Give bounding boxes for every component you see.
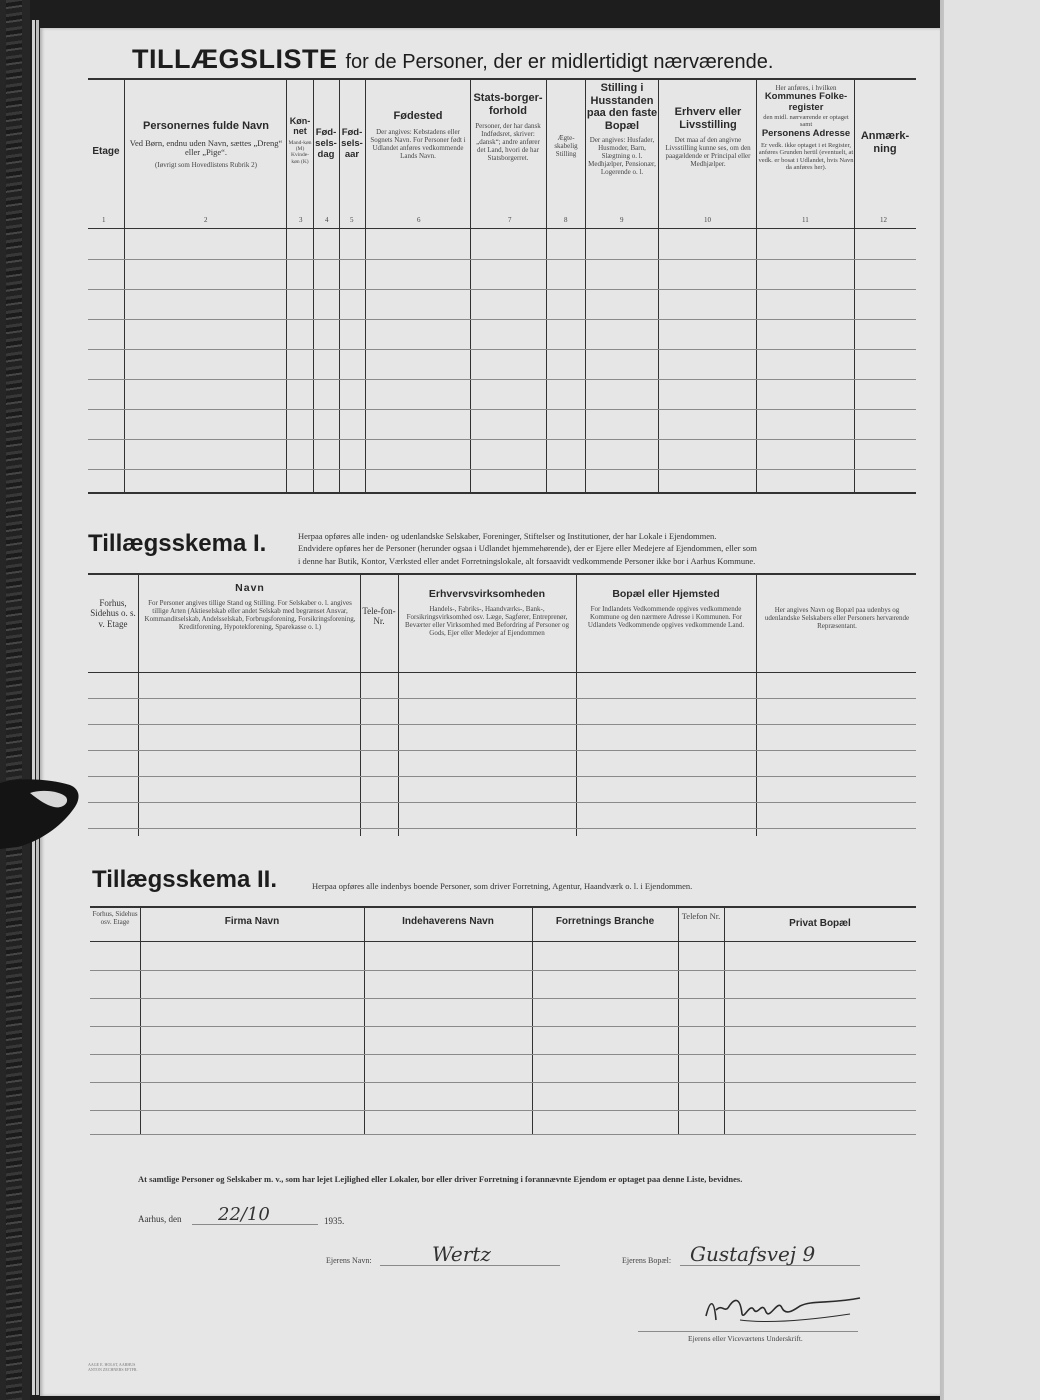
col-name: Personernes fulde Navn Ved Børn, endnu uden Navn, sættes „Dreng“ eller „Pige“. (Iøvrigt som Hovedlistens Rubrik 2) xyxy=(129,120,283,170)
s1-col-bopael: Bopæl eller Hjemsted For Indlandets Vedkommende opgives vedkommende Kommune og den nærmere Adresse i Kommunen. For Udlandets Vedkommende opgives vedkommende Land. xyxy=(587,588,745,630)
owner-name-label: Ejerens Navn: xyxy=(326,1256,372,1265)
column-rule xyxy=(360,575,361,836)
s2-col-etage: Forhus, Sidehus osv. Etage xyxy=(92,910,138,927)
s1-col-representant: Her angives Navn og Bopæl paa udenbys og udenlandske Selskabers eller Personers herværende Repræsentant. xyxy=(764,606,910,631)
facing-page xyxy=(944,0,1040,1400)
row-rule xyxy=(88,469,916,470)
s1-col-telefon: Tele-fon-Nr. xyxy=(362,606,396,627)
owner-address-handwritten: Gustafsvej 9 xyxy=(690,1242,816,1266)
row-rule xyxy=(88,379,916,380)
column-rule xyxy=(678,908,679,1134)
printer-imprint: AAGE E. HOLST, AARHUS ANTON ZECHNERS EFTFR. xyxy=(88,1362,138,1373)
form-page: TILLÆGSLISTE for de Personer, der er midlertidigt nærværende. Etage Personernes fulde Navn Ved Børn, endnu uden Navn, sættes „Dreng“ eller „Pige“. (Iøvrigt som Hovedlistens Rubrik 2) Køn-net Mand-køn (M) Kvinde-køn (K) Fød-sels-dag Fød-sels-aar Fødested Der angives: Kebstadens eller Sognets Navn. For Personer født i Udlandet anføres vedkommende Lands Navn. Stats-borger-forhold Personer, der har dansk Indfødsret, skriver: „dansk“; andre anfører det Land, hvori de har Statsborgerret. Ægte-skabelig Stilling Stilling i Husstanden paa den faste Bopæl Der angives: Husfader, Husmoder, Barn, Slægtning o. l. Medhjælper, Pensionær, Logerende o. l. Erhverv eller Livsstilling Det maa af den angivne Livsstilling kunne ses, om den paagældende er Principal eller Medhjælper. Her anføres, i hvilken Kommunes Folke-register den midl. nærværende er optaget samt Personens Adresse Er vedk. ikke optaget i et Register, anføres Grunden hertil (eventuelt, at vedk. er bosat i Udlandet, hvis Navn da anføres her). Anmærk-ning 1 2 3 4 5 6 7 8 9 10 11 12 Tillægsskema I. Herpaa opføres alle inden- og udenlandske Selskaber, Foreninger, Stiftelser og Institutioner, der har Lokale i Ejendommen. Endvidere opføres her de Personer (herunder ogsaa i Udlandet hjemmehørende), der er Ejere eller Medejere af Ejendommen, eller som i denne har Butik, Kontor, Værksted eller andet Forretningslokale, alt forsaavidt vedkommende Personer ikke bor i Aarhus Kommune. Forhus, Sidehus o. s. v. Etage Navn For Personer angives tillige Stand og Stilling. For Selskaber o. l. angives tillige Arten (Aktieselskab eller andet Selskab med begrænset Ansvar, Kommanditselskab, Andelsselskab, Forbrugsforening, Forsikringsforening, Kreditforening, Hypotekforening, Sparekasse o. l.) Tele-fon-Nr. Erhvervsvirksomheden Handels-, Fabriks-, Haandværks-, Bank-, Forsikringsvirksomhed osv. Læge, Sagfører, Entreprenør, Beværter eller Virksomhed med Befordring af Personer og Gods, Ejer eller Medejer af Ejendommen Bopæl eller Hjemsted For Indlandets Vedkommende opgives vedkommende Kommune og den nærmere Adresse i Kommunen. For Udlandets Vedkommende opgives vedkommende Land. Her angives Navn og Bopæl paa udenbys og udenlandske Selskabers eller Personers herværende Repræsentant. Tillægsskema II. Herpaa opføres alle indenbys boende Personer, som driver Forretning, Agentur, Haandværk o. l. i Ejendommen. Forhus, Sidehus osv. Etage Firma Navn Indehaverens Navn Forretnings Branche Telefon Nr. Privat Bopæl At samtlige Personer og Selskaber m. v., som har lejet Lejlighed eller Lokaler, bor eller driver Forretning i forannævnte Ejendom er optaget paa denne Liste, bevidnes. Aarhus, den 22/10 1935. Ejerens Navn: Wertz Ejerens Bopæl: Gustafsvej 9 Ejerens eller Viceværtens Underskrift. AAGE E. HOLST, AARHUS ANTON ZECHNERS EFTFR. xyxy=(40,28,940,1396)
column-rule xyxy=(756,575,757,836)
row-rule xyxy=(88,776,916,777)
column-rule xyxy=(532,908,533,1134)
row-rule xyxy=(88,802,916,803)
row-rule xyxy=(88,409,916,410)
column-rule xyxy=(124,80,125,492)
row-rule xyxy=(90,1082,916,1083)
column-rule xyxy=(658,80,659,492)
owner-name-handwritten: Wertz xyxy=(432,1242,491,1266)
column-rule xyxy=(470,80,471,492)
title-rest: for de Personer, der er midlertidigt nærværende. xyxy=(345,51,774,73)
column-rule xyxy=(576,575,577,836)
col-etage: Etage xyxy=(92,146,120,157)
s2-col-indehaver: Indehaverens Navn xyxy=(402,916,494,927)
col-household: Stilling i Husstanden paa den faste Bopæl Der angives: Husfader, Husmoder, Barn, Slægtning o. l. Medhjælper, Pensionær, Logerende o. l. xyxy=(586,82,658,176)
row-rule xyxy=(90,1110,916,1111)
col-citizenship: Stats-borger-forhold Personer, der har dansk Indfødsret, skriver: „dansk“; andre anfører det Land, hvori de har Statsborgerret. xyxy=(473,92,543,163)
column-rule xyxy=(365,80,366,492)
skema2-intro: Herpaa opføres alle indenbys boende Personer, som driver Forretning, Agentur, Haandværk o. l. i Ejendommen. xyxy=(312,881,693,891)
col-register: Her anføres, i hvilken Kommunes Folke-register den midl. nærværende er optaget samt Personens Adresse Er vedk. ikke optaget i et Register, anføres Grunden hertil (eventuelt, at vedk. er bosat i Udlandet, hvis Navn da anføres her). xyxy=(758,84,854,172)
column-rule xyxy=(140,908,141,1134)
column-rule xyxy=(364,908,365,1134)
skema1-intro: Herpaa opføres alle inden- og udenlandske Selskaber, Foreninger, Stiftelser og Institutioner, der har Lokale i Ejendommen. Endvidere opføres her de Personer (herunder ogsaa i Udlandet hjemmehørende), der er Ejere eller Medejere af Ejendommen, eller som i denne har Butik, Kontor, Værksted eller andet Forretningslokale, alt forsaavidt vedkommende Personer ikke bor i Aarhus Kommune. xyxy=(298,531,757,566)
s2-col-telefon: Telefon Nr. xyxy=(681,911,721,921)
row-rule xyxy=(90,1054,916,1055)
col-gender: Køn-net Mand-køn (M) Kvinde-køn (K) xyxy=(288,116,312,165)
column-rule xyxy=(724,908,725,1134)
row-rule xyxy=(88,439,916,440)
row-rule xyxy=(88,349,916,350)
s1-col-navn: Navn For Personer angives tillige Stand og Stilling. For Selskaber o. l. angives tillige Arten (Aktieselskab eller andet Selskab med begrænset Ansvar, Kommanditselskab, Andelsselskab, Forbrugsforening, Forsikringsforening, Kreditforening, Hypotekforening, Sparekasse o. l.) xyxy=(144,582,356,632)
row-rule xyxy=(90,998,916,999)
row-rule xyxy=(88,698,916,699)
col-remark: Anmærk-ning xyxy=(860,130,910,155)
col-occupation: Erhverv eller Livsstilling Det maa af den angivne Livsstilling kunne ses, om den paagældende er Principal eller Medhjælper. xyxy=(665,106,751,169)
date-handwritten: 22/10 xyxy=(218,1204,270,1225)
page-edge xyxy=(32,20,35,1395)
col-birthplace: Fødested Der angives: Kebstadens eller Sognets Navn. For Personer født i Udlandet anføres vedkommende Lands Navn. xyxy=(370,110,466,160)
row-rule xyxy=(88,828,916,829)
column-rule xyxy=(138,575,139,836)
row-rule xyxy=(90,1026,916,1027)
owner-address-label: Ejerens Bopæl: xyxy=(622,1256,672,1265)
skema2-title: Tillægsskema II. xyxy=(92,866,277,893)
title-main: TILLÆGSLISTE xyxy=(132,44,338,74)
row-rule xyxy=(88,259,916,260)
column-rule xyxy=(546,80,547,492)
s1-col-etage: Forhus, Sidehus o. s. v. Etage xyxy=(90,598,136,629)
city-label: Aarhus, den xyxy=(138,1214,182,1224)
signature-label: Ejerens eller Viceværtens Underskrift. xyxy=(688,1334,803,1343)
page-title xyxy=(132,44,932,75)
row-rule xyxy=(88,319,916,320)
column-rule xyxy=(286,80,287,492)
row-rule xyxy=(88,750,916,751)
column-rule xyxy=(756,80,757,492)
column-rule xyxy=(398,575,399,836)
certification-text: At samtlige Personer og Selskaber m. v., som har lejet Lejlighed eller Lokaler, bor eller driver Forretning i forannævnte Ejendom er optaget paa denne Liste, bevidnes. xyxy=(138,1174,743,1184)
column-rule xyxy=(854,80,855,492)
s2-col-bopael: Privat Bopæl xyxy=(789,918,851,929)
col-birthday: Fød-sels-dag xyxy=(315,127,337,160)
thumb xyxy=(0,775,82,850)
s1-col-erhverv: Erhvervsvirksomheden Handels-, Fabriks-, Haandværks-, Bank-, Forsikringsvirksomhed osv. Læge, Sagfører, Entreprenør, Beværter eller Virksomhed med Befordring af Personer og Gods, Ejer eller Medejer af Ejendommen xyxy=(404,588,570,638)
col-birthyear: Fød-sels-aar xyxy=(341,127,363,160)
row-rule xyxy=(90,970,916,971)
book-binding xyxy=(0,0,30,1400)
skema1-title: Tillægsskema I. xyxy=(88,530,267,557)
col-marital: Ægte-skabelig Stilling xyxy=(554,134,578,159)
row-rule xyxy=(88,724,916,725)
s2-col-firma: Firma Navn xyxy=(224,916,280,927)
owner-signature xyxy=(700,1290,870,1330)
year-label: 1935. xyxy=(324,1216,345,1226)
page-edge xyxy=(36,20,39,1395)
s2-col-branche: Forretnings Branche xyxy=(555,916,655,927)
row-rule xyxy=(88,289,916,290)
row-rule xyxy=(90,1134,916,1135)
